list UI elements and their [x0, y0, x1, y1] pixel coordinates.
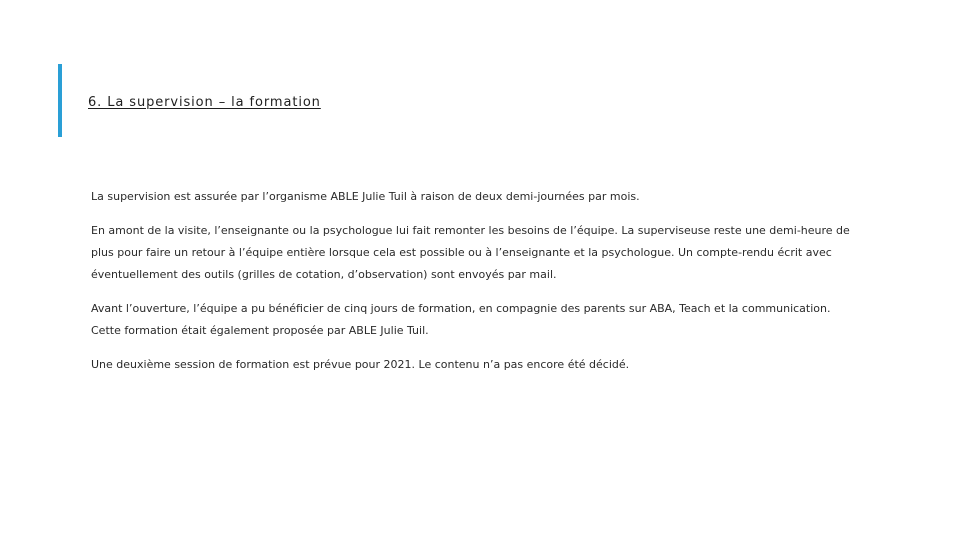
- paragraph-training: Avant l’ouverture, l’équipe a pu bénéficier de cinq jours de formation, en compagnie des parents sur ABA, Teach et la communication. Cette formation était également proposée par ABLE Julie Tuil.: [91, 302, 831, 337]
- paragraph-second-session: Une deuxième session de formation est prévue pour 2021. Le contenu n’a pas encore été décidé.: [91, 358, 630, 371]
- slide-body: [91, 186, 861, 376]
- paragraph-supervision: La supervision est assurée par l’organisme ABLE Julie Tuil à raison de deux demi-journées par mois.: [91, 190, 640, 203]
- title-accent-bar: [58, 64, 62, 137]
- paragraph-visit: En amont de la visite, l’enseignante ou la psychologue lui fait remonter les besoins de l’équipe. La superviseuse reste une demi-heure de plus pour faire un retour à l’équipe entière lorsque cela est possible ou à l’enseignante et la psychologue. Un compte-rendu écrit avec éventuellement des outils (grilles de cotation, d’observation) sont envoyés par mail.: [91, 224, 850, 281]
- slide-title: 6. La supervision – la formation: [88, 95, 321, 110]
